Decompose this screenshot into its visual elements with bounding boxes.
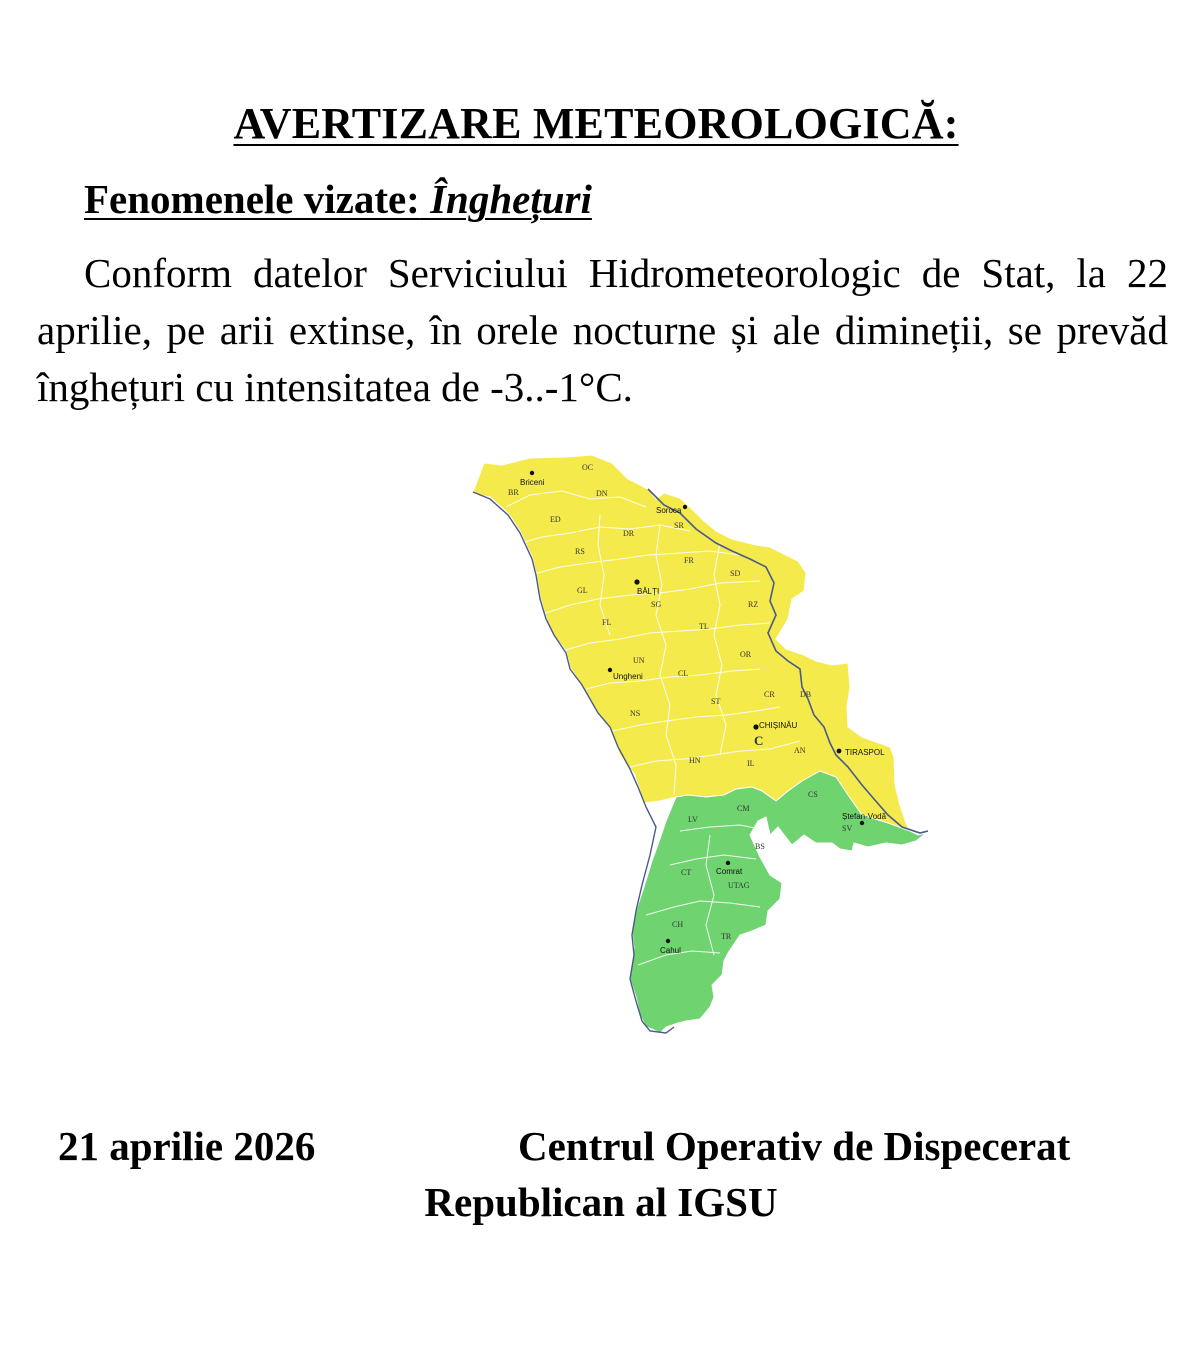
briceni-label: Briceni [520,478,545,487]
warning-title: AVERTIZARE METEOROLOGICĂ: [233,99,959,148]
district-cr: CR [764,690,775,699]
district-sg: SG [651,600,662,609]
chisinau-label: CHIȘINĂU [759,721,798,730]
district-bs: BS [755,842,765,851]
district-db: DB [800,690,812,699]
comrat-dot [726,861,730,865]
yellow-zone [473,455,910,831]
balti-dot [634,579,639,584]
issue-date: 21 aprilie 2026 [58,1123,316,1169]
district-cs: CS [808,790,818,799]
district-ns: NS [630,709,641,718]
district-sd: SD [730,569,741,578]
ungheni-dot [608,668,612,672]
district-fr: FR [684,556,694,565]
balti-label: BĂLȚI [637,587,660,596]
district-rz: RZ [748,600,759,609]
district-ct: CT [681,868,692,877]
comrat-label: Comrat [716,867,743,876]
stefan-voda-label: Ștefan-Vodă [842,812,887,821]
soroca-dot [683,505,687,509]
district-rs: RS [575,547,585,556]
phenomena-value: Înghețuri [430,176,592,222]
district-br: BR [508,488,519,497]
district-c: C [754,733,764,748]
tiraspol-label: TIRASPOL [845,748,885,757]
tiraspol-dot [837,749,842,754]
district-sr: SR [674,521,684,530]
district-an: AN [794,746,806,755]
soroca-label: Soroca [656,506,682,515]
district-utag: UTAG [728,881,750,890]
district-tl: TL [699,622,709,631]
cahul-dot [666,939,670,943]
issuer-line-2: Republican al IGSU [424,1179,778,1225]
district-dn: DN [596,489,608,498]
district-gl: GL [577,586,588,595]
district-oc: OC [582,463,594,472]
district-dr: DR [623,529,635,538]
district-hn: HN [689,756,701,765]
district-sv: SV [842,824,853,833]
briceni-dot [530,471,534,475]
district-cm: CM [737,804,750,813]
district-st: ST [711,697,721,706]
phenomena-line [84,175,592,223]
stefan-voda-dot [860,821,864,825]
map-svg [470,455,940,1040]
district-il: IL [747,759,755,768]
district-ch: CH [672,920,684,929]
district-or: OR [740,650,752,659]
phenomena-prefix: Fenomenele vizate: [84,176,420,222]
cahul-label: Cahul [660,946,681,955]
ungheni-label: Ungheni [613,672,643,681]
district-lv: LV [688,815,698,824]
issuer-line-1: Centrul Operativ de Dispecerat [518,1123,1071,1169]
district-tr: TR [721,932,732,941]
district-cl: CL [678,669,689,678]
chisinau-dot [753,724,758,729]
district-ed: ED [550,515,561,524]
warning-paragraph: Conform datelor Serviciului Hidrometeorologic de Stat, la 22 aprilie, pe arii extinse, în orele nocturne și ale dimineții, se prevăd înghețuri cu intensitatea de -3..-1°C. [37,250,1168,410]
district-fl: FL [602,618,612,627]
moldova-warning-map [470,455,940,1040]
district-un: UN [633,656,645,665]
